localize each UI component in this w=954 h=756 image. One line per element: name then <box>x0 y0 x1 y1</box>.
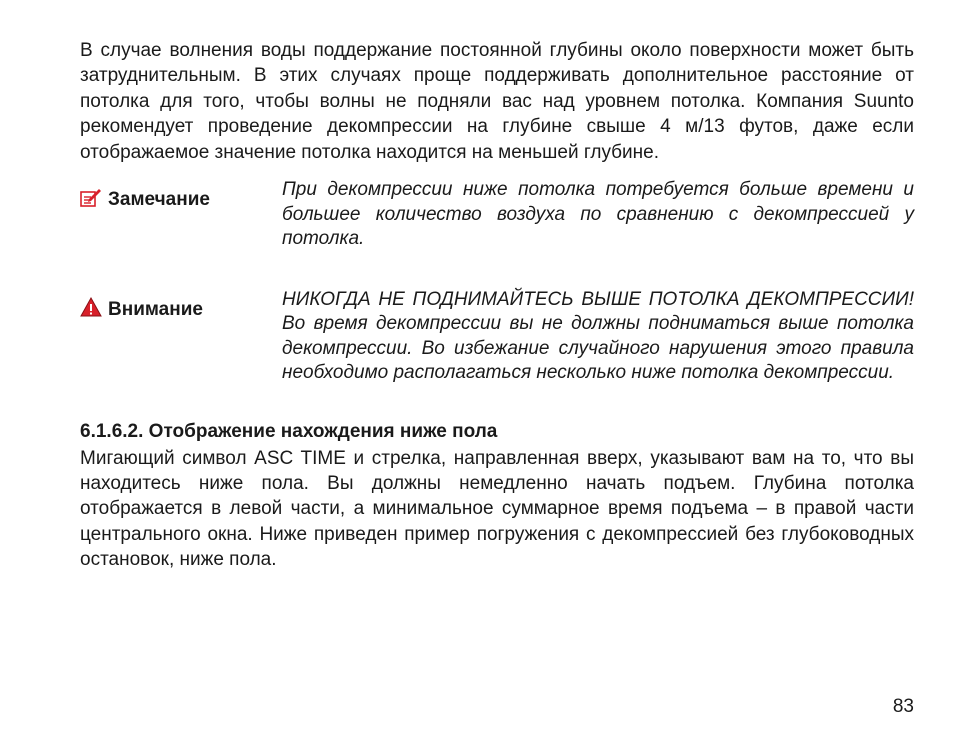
warning-label <box>80 288 282 386</box>
section-paragraph: Мигающий символ ASC TIME и стрелка, направленная вверх, указывают вам на то, что вы находитесь ниже пола. Вы должны немедленно начать подъем. Глубина потолка отображается в левой части, а минимальное суммарное время подъема – в правой части центрального окна. Ниже приведен пример погружения с декомпрессией без глубоководных остановок, ниже пола. <box>80 447 914 571</box>
warning-block <box>80 288 914 386</box>
document-page <box>80 38 914 573</box>
note-text: При декомпрессии ниже потолка потребуется больше времени и большее количество воздуха по сравнению с декомпрессией у потолка. <box>282 179 914 250</box>
note-pencil-icon <box>80 187 102 207</box>
section-heading: 6.1.6.2. Отображение нахождения ниже пола <box>80 420 498 442</box>
intro-paragraph: В случае волнения воды поддержание постоянной глубины около поверхности может быть затруднительным. В этих случаях проще поддерживать дополнительное расстояние от потолка для того, чтобы волны не подняли вас над уровнем потолка. Компания Suunto рекомендует проведение декомпрессии на глубине свыше 4 м/13 футов, даже если отображаемое значение потолка находится на меньшей глубине. <box>80 40 914 163</box>
warning-rest-text: Во время декомпрессии вы не должны подниматься выше потолка декомпрессии. Во избежание случайного нарушения этого правила необходимо располагаться несколько ниже потолка декомпрессии. <box>282 313 914 384</box>
warning-label-text: Внимание <box>108 298 203 320</box>
warning-caps-text: НИКОГДА НЕ ПОДНИМАЙТЕСЬ ВЫШЕ ПОТОЛКА ДЕКОМПРЕССИИ! <box>282 288 914 310</box>
note-label-text: Замечание <box>108 189 210 211</box>
warning-text <box>282 288 914 386</box>
note-label <box>80 178 282 252</box>
page-number: 83 <box>892 696 914 717</box>
warning-triangle-icon <box>80 297 102 317</box>
note-block <box>80 178 914 252</box>
